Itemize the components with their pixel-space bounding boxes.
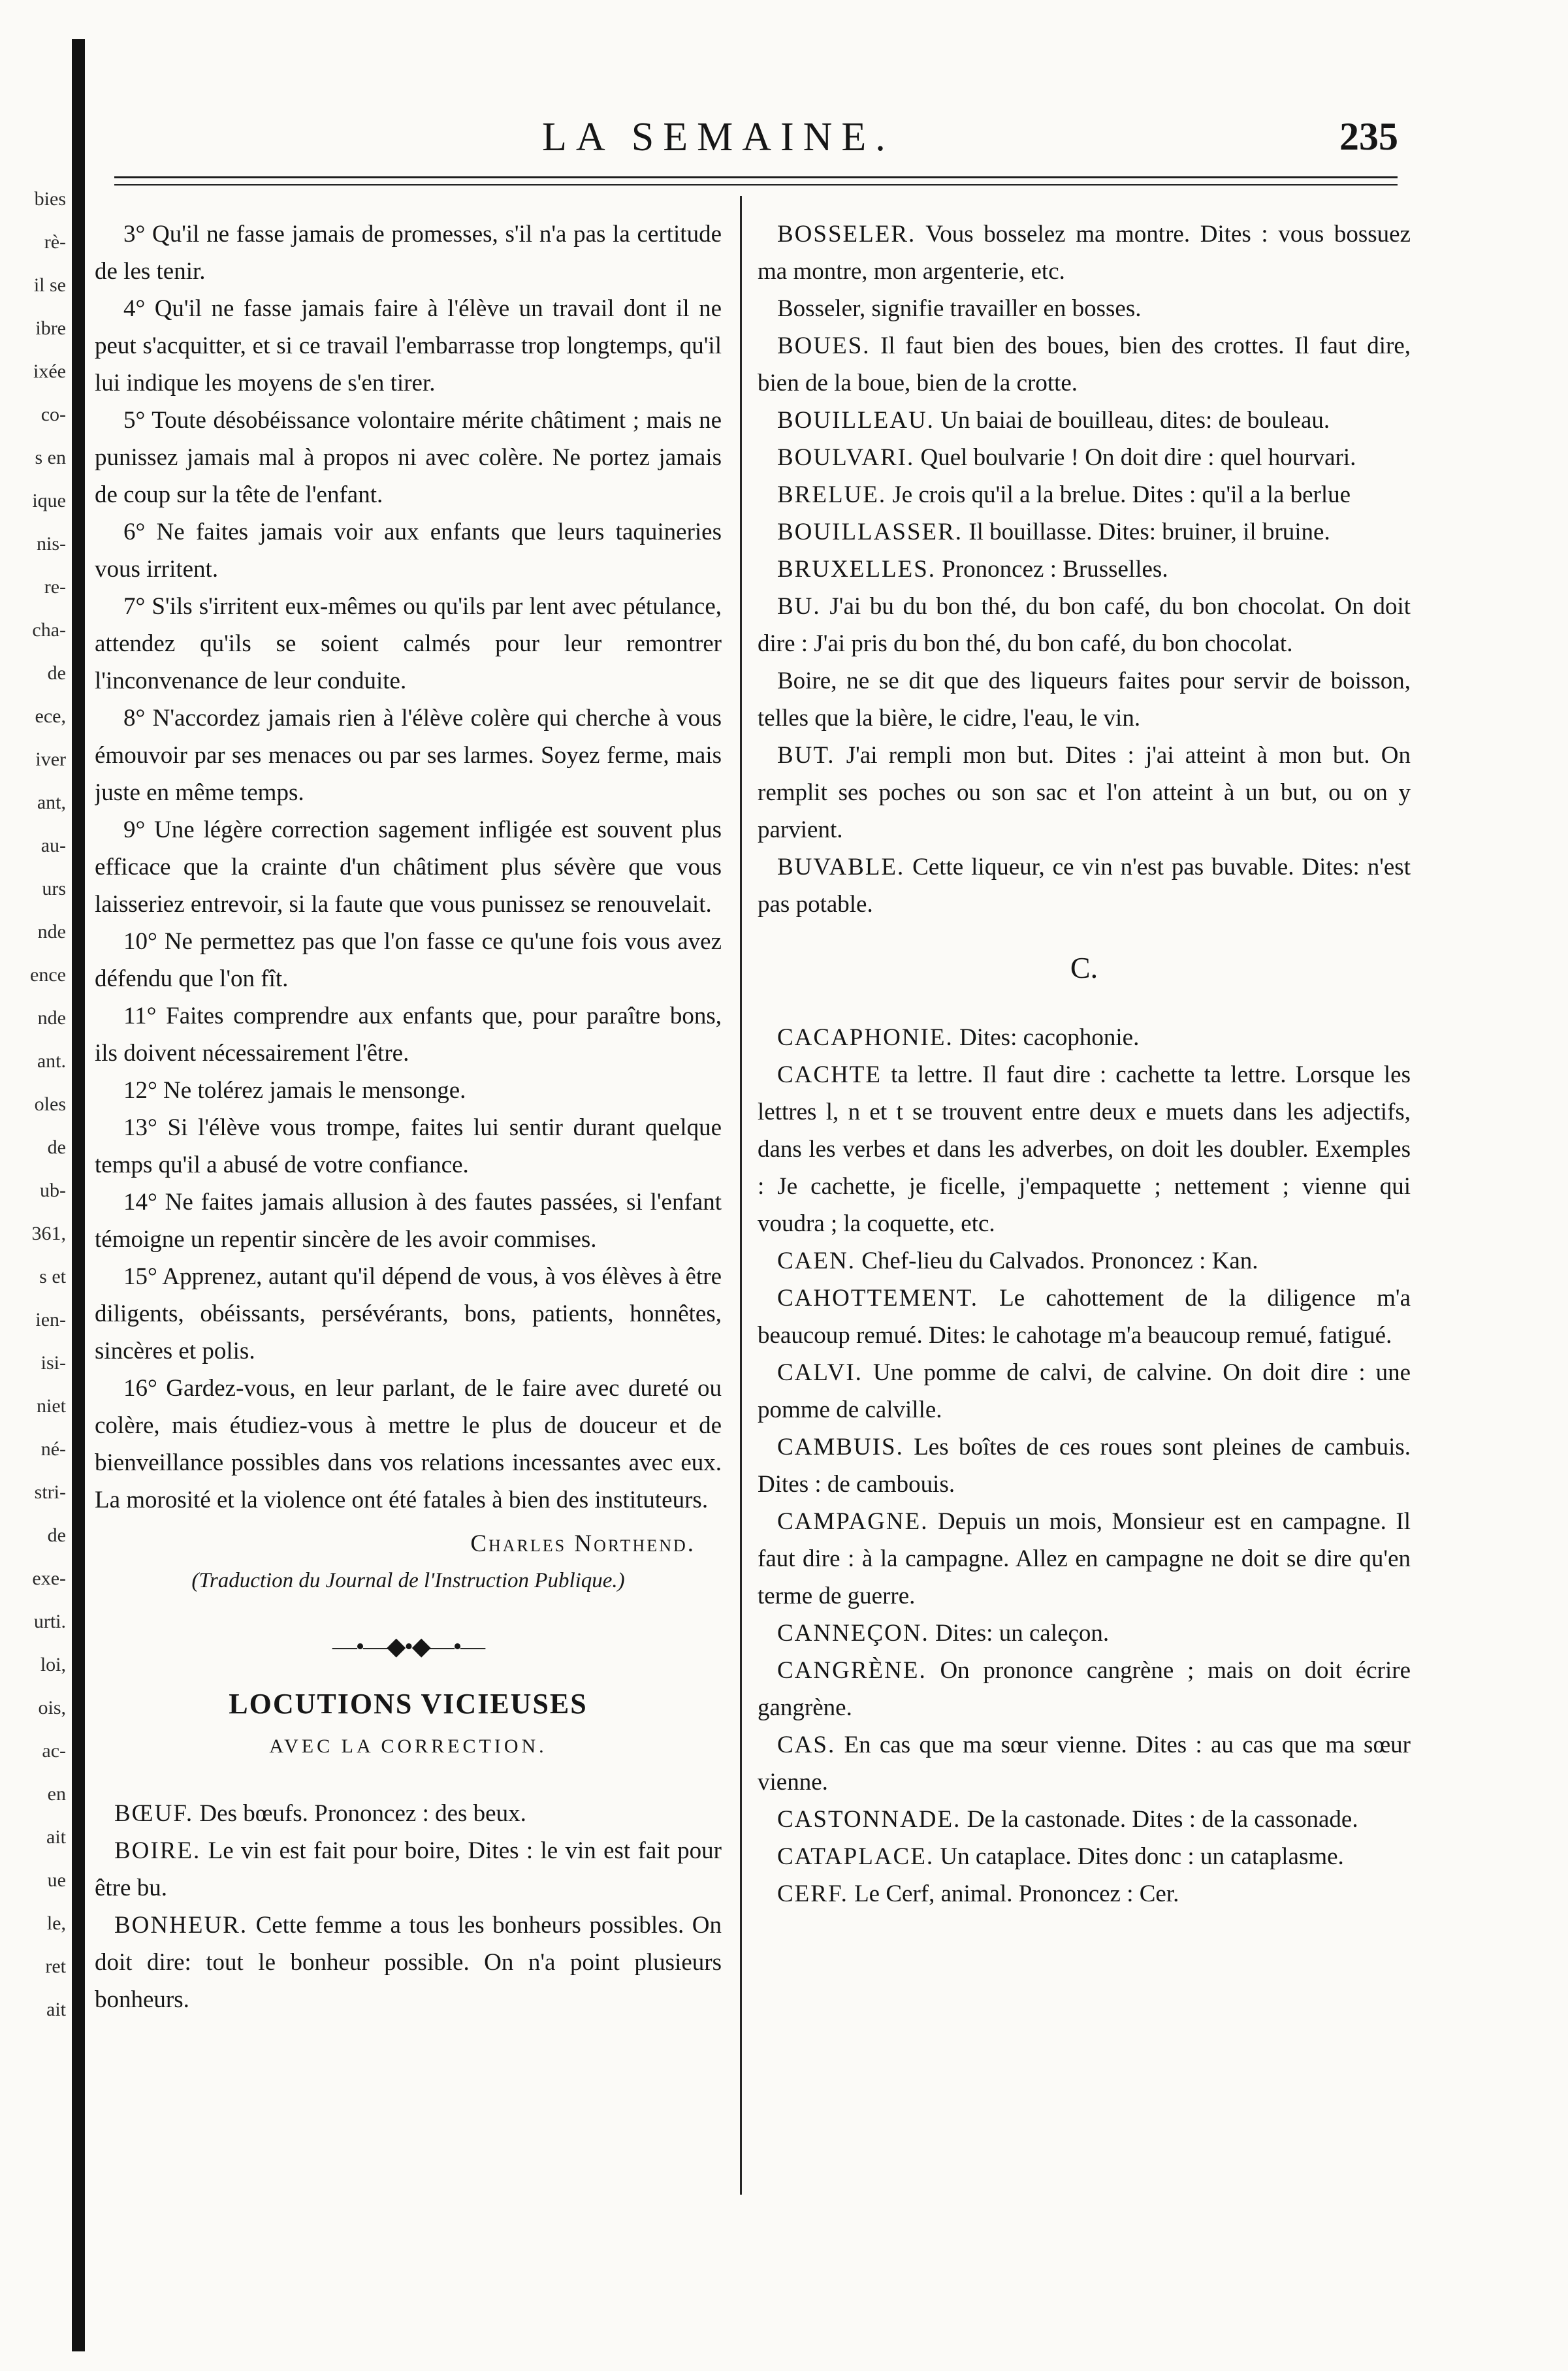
bleed-fragment: ub-	[40, 1180, 66, 1201]
entry-headword: BUVABLE.	[777, 854, 905, 880]
advice-paragraph: 7° S'ils s'irritent eux-mêmes ou qu'ils par lent avec pétulance, attendez qu'ils se soient calmés pour leur remontrer l'inconvenance de leur conduite.	[95, 593, 722, 694]
entry-text: Des bœufs. Prononcez : des beux.	[199, 1800, 526, 1827]
locution-entry	[758, 551, 1411, 588]
locution-entry	[758, 737, 1411, 848]
entry-text: Dites: un caleçon.	[935, 1620, 1110, 1647]
entry-text: Il faut bien des boues, bien des crottes. Il faut dire, bien de la boue, bien de la crotte.	[758, 332, 1411, 396]
entry-text: En cas que ma sœur vienne. Dites : au cas que ma sœur vienne.	[758, 1732, 1411, 1796]
entry-text: Cette femme a tous les bonheurs possibles. On doit dire: tout le bonheur possible. On n'a point plusieurs bonheurs.	[95, 1912, 722, 2013]
entry-headword: CACAPHONIE.	[777, 1024, 953, 1051]
entry-headword: CASTONNADE.	[777, 1806, 961, 1833]
advice-list	[95, 216, 722, 1519]
bleed-fragment: en	[47, 1783, 66, 1805]
bleed-fragment: re-	[44, 576, 66, 598]
bleed-fragment: ant.	[37, 1050, 66, 1072]
locution-entry	[95, 1832, 722, 1907]
entry-headword: BŒUF.	[114, 1800, 194, 1827]
header-rule	[114, 176, 1398, 178]
entry-text: Dites: cacophonie.	[959, 1024, 1140, 1051]
locution-entry	[758, 1428, 1411, 1503]
advice-paragraph: 15° Apprenez, autant qu'il dépend de vous, à vos élèves à être diligents, obéissants, persévérants, bons, patients, honnêtes, sincères et polis.	[95, 1263, 722, 1364]
advice-paragraph: 10° Ne permettez pas que l'on fasse ce qu'une fois vous avez défendu que l'on fît.	[95, 928, 722, 992]
entry-headword: CATAPLACE.	[777, 1843, 935, 1870]
locution-entry	[758, 327, 1411, 402]
section-subtitle: AVEC LA CORRECTION.	[269, 1735, 547, 1757]
entry-text: J'ai bu du bon thé, du bon café, du bon chocolat. On doit dire : J'ai pris du bon thé, du bon café, du bon chocolat.	[758, 593, 1411, 657]
bleed-fragment: ence	[30, 964, 66, 986]
entry-headword: BOSSELER.	[777, 221, 916, 248]
entry-headword: BRELUE.	[777, 481, 887, 508]
header-rule-double	[114, 184, 1398, 185]
bleed-fragment: ece,	[35, 705, 66, 727]
entry-headword: BU.	[777, 593, 821, 620]
entry-headword: CAEN.	[777, 1248, 856, 1274]
bleed-fragment: ue	[47, 1869, 66, 1891]
advice-paragraph: 6° Ne faites jamais voir aux enfants que leurs taquineries vous irritent.	[95, 519, 722, 583]
locution-entry	[758, 1726, 1411, 1801]
bleed-fragment: 361,	[31, 1223, 66, 1244]
binding-bar	[72, 39, 85, 2351]
entry-text: Le Cerf, animal. Prononcez : Cer.	[854, 1880, 1179, 1907]
entry-text: Boire, ne se dit que des liqueurs faites pour servir de boisson, telles que la bière, le cidre, l'eau, le vin.	[758, 668, 1411, 732]
entry-text: Quel boulvarie ! On doit dire : quel hourvari.	[920, 444, 1356, 471]
locution-entry	[758, 588, 1411, 662]
author-signature: Charles Northend.	[470, 1530, 696, 1557]
entry-headword: BONHEUR.	[114, 1912, 248, 1939]
locution-entry	[758, 1838, 1411, 1875]
entry-headword: CAHOTTEMENT.	[777, 1285, 978, 1312]
bleed-fragment: bies	[34, 188, 66, 210]
entry-text: Cette liqueur, ce vin n'est pas buvable. Dites: n'est pas potable.	[758, 854, 1411, 918]
bleed-fragment: stri-	[34, 1481, 66, 1503]
section-title: LOCUTIONS VICIEUSES	[229, 1688, 588, 1720]
advice-paragraph: 8° N'accordez jamais rien à l'élève colère qui cherche à vous émouvoir par ses menaces ou par ses larmes. Soyez ferme, mais juste en même temps.	[95, 705, 722, 806]
entry-text: Vous bosselez ma montre. Dites : vous bossuez ma montre, mon argenterie, etc.	[758, 221, 1411, 285]
advice-paragraph: 9° Une légère correction sagement infligée est souvent plus efficace que la crainte d'un châtiment plus sévère que vous laisseriez entrevoir, si la faute que vous punissez se renouvelait.	[95, 816, 722, 918]
bleed-fragment: urs	[42, 878, 66, 899]
locution-entry	[758, 476, 1411, 513]
entry-text: Chef-lieu du Calvados. Prononcez : Kan.	[861, 1248, 1258, 1274]
locution-entry	[95, 1907, 722, 2018]
locution-entry	[758, 1875, 1411, 1912]
locution-entry	[758, 1652, 1411, 1726]
bleed-fragment: isi-	[40, 1352, 66, 1374]
advice-paragraph: 16° Gardez-vous, en leur parlant, de le faire avec dureté ou colère, mais étudiez-vous à mettre le plus de douceur et de bienveillance possibles dans vos relations incessantes avec eux. La morosité et la violence ont été fatales à bien des instituteurs.	[95, 1375, 722, 1513]
entry-headword: CACHTE	[777, 1061, 882, 1088]
locution-entry	[758, 1019, 1411, 1056]
section-ornament: —•—◆•◆—•—	[332, 1633, 485, 1660]
entry-headword: BRUXELLES.	[777, 556, 936, 583]
bleed-fragment: ait	[46, 1999, 66, 2020]
bleed-fragment: ibre	[35, 317, 66, 339]
bleed-fragment: le,	[46, 1912, 66, 1934]
bleed-fragment: de	[47, 1137, 66, 1158]
entry-headword: BOIRE.	[114, 1837, 201, 1864]
locution-entry	[95, 1795, 722, 1832]
entry-text: Le cahottement de la diligence m'a beaucoup remué. Dites: le cahotage m'a beaucoup remué, fatigué.	[758, 1285, 1411, 1349]
entry-headword: CAMBUIS.	[777, 1434, 904, 1460]
entry-text: On prononce cangrène ; mais on doit écrire gangrène.	[758, 1657, 1411, 1721]
advice-paragraph: 13° Si l'élève vous trompe, faites lui sentir durant quelque temps qu'il a abusé de votre confiance.	[95, 1114, 722, 1178]
bleed-fragment: s en	[35, 447, 66, 468]
entry-text: Prononcez : Brusselles.	[942, 556, 1168, 583]
entry-headword: CAMPAGNE.	[777, 1508, 929, 1535]
entry-headword: BOULVARI.	[777, 444, 915, 471]
running-head	[0, 114, 1568, 167]
bleed-fragment: ien-	[35, 1309, 66, 1331]
locution-entry	[758, 1280, 1411, 1354]
letter-heading: C.	[1070, 951, 1098, 984]
bleed-fragment: iver	[35, 749, 66, 770]
entry-headword: CAS.	[777, 1732, 836, 1758]
locution-entry	[758, 290, 1411, 327]
advice-paragraph: 3° Qu'il ne fasse jamais de promesses, s'il n'a pas la certitude de les tenir.	[95, 221, 722, 285]
bleed-fragment: urti.	[33, 1611, 66, 1632]
entry-headword: CALVI.	[777, 1359, 863, 1386]
bleed-fragment: nis-	[37, 533, 66, 555]
right-column	[758, 216, 1411, 2182]
column-divider	[740, 196, 742, 2195]
bleed-fragment: ixée	[33, 361, 66, 382]
locution-entry	[758, 402, 1411, 439]
entry-text: Les boîtes de ces roues sont pleines de cambuis. Dites : de cambouis.	[758, 1434, 1411, 1498]
locution-entry	[758, 1615, 1411, 1652]
entry-text: Un baiai de bouilleau, dites: de bouleau.	[940, 407, 1330, 434]
advice-paragraph: 5° Toute désobéissance volontaire mérite châtiment ; mais ne punissez jamais mal à propos ni avec colère. Ne portez jamais de coup sur la tête de l'enfant.	[95, 407, 722, 508]
entry-headword: BOUILLASSER.	[777, 519, 963, 545]
entry-headword: CERF.	[777, 1880, 848, 1907]
bleed-fragment: niet	[37, 1395, 66, 1417]
bleed-fragment: loi,	[40, 1654, 66, 1675]
entry-headword: BUT.	[777, 742, 835, 769]
bleed-fragment: cha-	[32, 619, 66, 641]
bleed-fragment: co-	[40, 404, 66, 425]
bleed-fragment: né-	[40, 1438, 66, 1460]
entry-text: Bosseler, signifie travailler en bosses.	[777, 295, 1142, 322]
entry-text: Le vin est fait pour boire, Dites : le vin est fait pour être bu.	[95, 1837, 722, 1901]
bleed-fragment: exe-	[32, 1568, 66, 1589]
bleed-fragment: ant,	[37, 792, 66, 813]
entry-headword: BOUILLEAU.	[777, 407, 935, 434]
bleed-fragment: ait	[46, 1826, 66, 1848]
entry-text: De la castonade. Dites : de la cassonade.	[967, 1806, 1358, 1833]
entry-text: Un cataplace. Dites donc : un cataplasme.	[940, 1843, 1344, 1870]
locutions-list-c	[758, 1019, 1411, 1912]
entry-text: ta lettre. Il faut dire : cachette ta lettre. Lorsque les lettres l, n et t se trouvent entre deux e muets dans les adjectifs, dans les verbes et dans les adverbes, on doit les doubler. Exemples : Je cachette, je ficelle, j'empaquette ; nettement ; vienne qui voudra ; la coquette, etc.	[758, 1061, 1411, 1237]
page-title: LA SEMAINE.	[542, 115, 895, 159]
bleed-fragment: s et	[39, 1266, 66, 1287]
entry-text: Je crois qu'il a la brelue. Dites : qu'il a la berlue	[892, 481, 1351, 508]
entry-headword: CANNEÇON.	[777, 1620, 929, 1647]
advice-paragraph: 11° Faites comprendre aux enfants que, pour paraître bons, ils doivent nécessairement l'être.	[95, 1003, 722, 1067]
locution-entry	[758, 848, 1411, 923]
locution-entry	[758, 1242, 1411, 1280]
entry-text: Il bouillasse. Dites: bruiner, il bruine.	[968, 519, 1330, 545]
bleed-fragment: ique	[32, 490, 66, 511]
entry-text: J'ai rempli mon but. Dites : j'ai atteint à mon but. On remplit ses poches ou son sac et l'on atteint à un but, ou on y parvient.	[758, 742, 1411, 843]
translation-credit: (Traduction du Journal de l'Instruction Publique.)	[191, 1569, 625, 1592]
bleed-fragment: nde	[37, 1007, 66, 1029]
bleed-fragment: il se	[33, 274, 66, 296]
bleed-fragment: de	[47, 662, 66, 684]
entry-text: Depuis un mois, Monsieur est en campagne. Il faut dire : à la campagne. Allez en campagne ne doit se dire qu'en terme de guerre.	[758, 1508, 1411, 1609]
locution-entry	[758, 1801, 1411, 1838]
advice-paragraph: 4° Qu'il ne fasse jamais faire à l'élève un travail dont il ne peut s'acquitter, et si ce travail l'embarrasse trop longtemps, qu'il lui indique les moyens de s'en tirer.	[95, 295, 722, 396]
locution-entry	[758, 513, 1411, 551]
bleed-fragment: nde	[37, 921, 66, 943]
locution-entry	[758, 1354, 1411, 1428]
locutions-list-b-continued	[758, 216, 1411, 923]
advice-paragraph: 12° Ne tolérez jamais le mensonge.	[123, 1077, 466, 1104]
bleed-fragment: ac-	[42, 1740, 66, 1762]
left-column	[95, 216, 722, 2182]
locution-entry	[758, 1056, 1411, 1242]
bleed-fragment: ois,	[38, 1697, 66, 1718]
bleed-fragment: ret	[45, 1956, 66, 1977]
entry-headword: BOUES.	[777, 332, 871, 359]
locutions-list-b	[95, 1795, 722, 2018]
page-number: 235	[1339, 115, 1398, 158]
entry-text: Une pomme de calvi, de calvine. On doit dire : une pomme de calville.	[758, 1359, 1411, 1423]
locution-entry	[758, 216, 1411, 290]
locution-entry	[758, 1503, 1411, 1615]
bleed-fragment: au-	[40, 835, 66, 856]
locution-entry	[758, 439, 1411, 476]
entry-headword: CANGRÈNE.	[777, 1657, 927, 1684]
bleed-fragment: de	[47, 1524, 66, 1546]
bleed-fragment: oles	[34, 1093, 66, 1115]
advice-paragraph: 14° Ne faites jamais allusion à des fautes passées, si l'enfant témoigne un repentir sincère de les avoir commises.	[95, 1189, 722, 1253]
bleed-fragment: rè-	[44, 231, 66, 253]
locution-entry	[758, 662, 1411, 737]
adjacent-page-bleed	[0, 189, 69, 2071]
